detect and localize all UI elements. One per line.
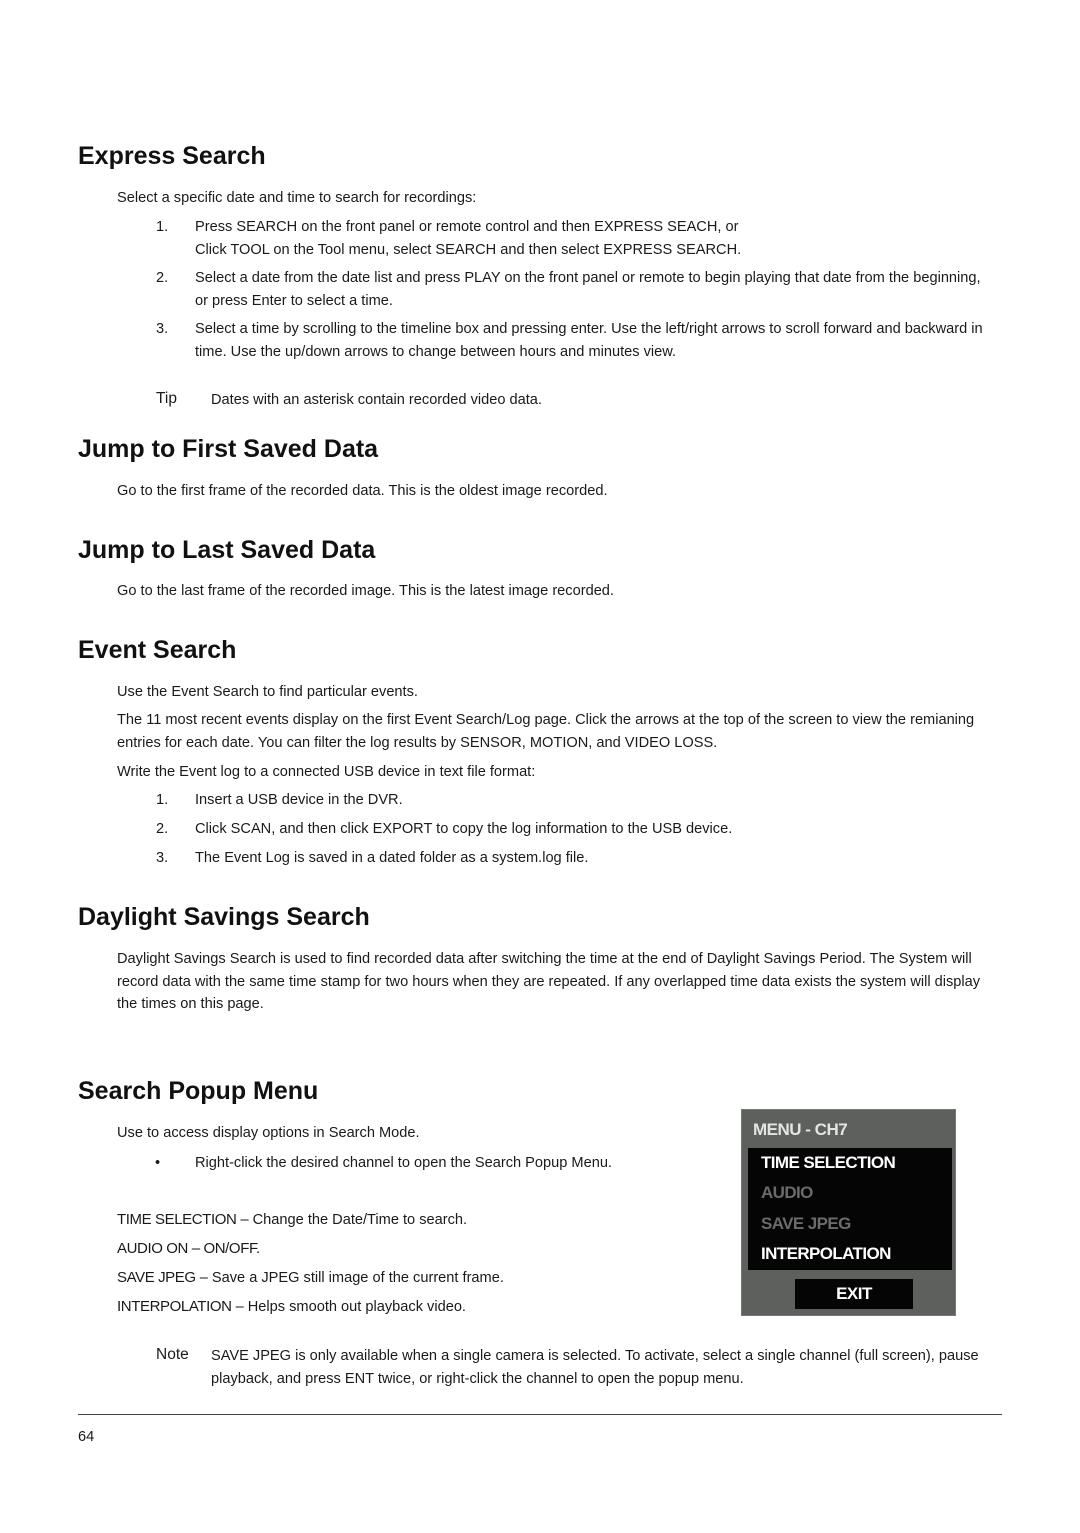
express-search-heading: Express Search [78, 142, 266, 170]
popup-menu-title: MENU - CH7 [753, 1120, 848, 1139]
jump-last-heading: Jump to Last Saved Data [78, 536, 376, 564]
list-item: Click SCAN, and then click EXPORT to copy the log information to the USB device. [195, 821, 733, 837]
tip-text: Dates with an asterisk contain recorded video data. [211, 392, 542, 408]
event-search-p2: The 11 most recent events display on the first Event Search/Log page. Click the arrows at the top of the screen to view the remianing entries for each date. You can filter the log results by SENSOR, MOTION, and VIDEO LOSS. [117, 712, 975, 751]
definition-item [117, 1296, 717, 1319]
menu-item-time-selection[interactable]: TIME SELECTION [761, 1153, 896, 1172]
list-item [195, 216, 995, 261]
menu-item-save-jpeg[interactable]: SAVE JPEG [761, 1214, 851, 1233]
popup-menu-list [748, 1148, 952, 1270]
exit-button[interactable]: EXIT [795, 1279, 913, 1309]
event-search-heading: Event Search [78, 636, 237, 664]
list-item-text-2: Click TOOL on the Tool menu, select SEARCH and then select EXPRESS SEARCH. [195, 241, 742, 258]
definition-item [117, 1209, 717, 1232]
tip-label: Tip [156, 390, 177, 407]
definition-term: SAVE JPEG [117, 1269, 196, 1286]
jump-first-text: Go to the first frame of the recorded data. This is the oldest image recorded. [117, 483, 608, 499]
definition-desc: – Change the Date/Time to search. [236, 1212, 468, 1228]
list-number: 3. [156, 850, 169, 866]
daylight-text: Daylight Savings Search is used to find recorded data after switching the time at the end of Daylight Savings Period. The System will record data with the same time stamp for two hours when they are repeated. If any overlapped time data exists the system will display the times on this page. [117, 951, 981, 1012]
list-number: 3. [156, 321, 169, 337]
list-item-text: Press SEARCH on the front panel or remote control and then EXPRESS SEACH, or [195, 219, 739, 235]
bullet-text: Right-click the desired channel to open the Search Popup Menu. [195, 1155, 612, 1171]
definition-term: AUDIO ON [117, 1240, 188, 1257]
definition-item [117, 1267, 717, 1290]
definition-desc: – Save a JPEG still image of the current frame. [195, 1270, 504, 1286]
note-label: Note [156, 1346, 189, 1363]
list-item: Select a date from the date list and press PLAY on the front panel or remote to begin playing that date from the beginning, or press Enter to select a time. [195, 270, 981, 309]
list-number: 2. [156, 821, 169, 837]
footer-rule [78, 1414, 1002, 1415]
definition-item [117, 1238, 717, 1261]
list-number: 2. [156, 270, 169, 286]
menu-item-audio[interactable]: AUDIO [761, 1183, 813, 1202]
definition-term: TIME SELECTION [117, 1211, 237, 1228]
menu-item-interpolation[interactable]: INTERPOLATION [761, 1244, 891, 1263]
page-number: 64 [78, 1429, 95, 1445]
note-text: SAVE JPEG is only available when a single camera is selected. To activate, select a single channel (full screen), pause playback, and press ENT twice, or right-click the channel to open the popup menu. [211, 1348, 979, 1387]
search-popup-menu-screenshot [741, 1109, 956, 1316]
express-search-intro: Select a specific date and time to search for recordings: [117, 190, 477, 206]
definition-desc: – Helps smooth out playback video. [231, 1299, 466, 1315]
bullet-dot: • [155, 1155, 161, 1171]
popup-menu-heading: Search Popup Menu [78, 1077, 319, 1105]
list-item: The Event Log is saved in a dated folder as a system.log file. [195, 850, 589, 866]
list-number: 1. [156, 219, 169, 235]
jump-last-text: Go to the last frame of the recorded image. This is the latest image recorded. [117, 583, 614, 599]
definition-term: INTERPOLATION [117, 1298, 232, 1315]
list-item: Select a time by scrolling to the timeline box and pressing enter. Use the left/right arrows to scroll forward and backward in time. Use the up/down arrows to change between hours and minutes view. [195, 321, 983, 360]
list-item: Insert a USB device in the DVR. [195, 792, 403, 808]
event-search-p1: Use the Event Search to find particular events. [117, 684, 418, 700]
list-number: 1. [156, 792, 169, 808]
daylight-heading: Daylight Savings Search [78, 903, 370, 931]
event-search-p3: Write the Event log to a connected USB device in text file format: [117, 764, 536, 780]
jump-first-heading: Jump to First Saved Data [78, 435, 379, 463]
popup-menu-intro: Use to access display options in Search Mode. [117, 1125, 420, 1141]
definition-desc: – ON/OFF. [187, 1240, 260, 1257]
